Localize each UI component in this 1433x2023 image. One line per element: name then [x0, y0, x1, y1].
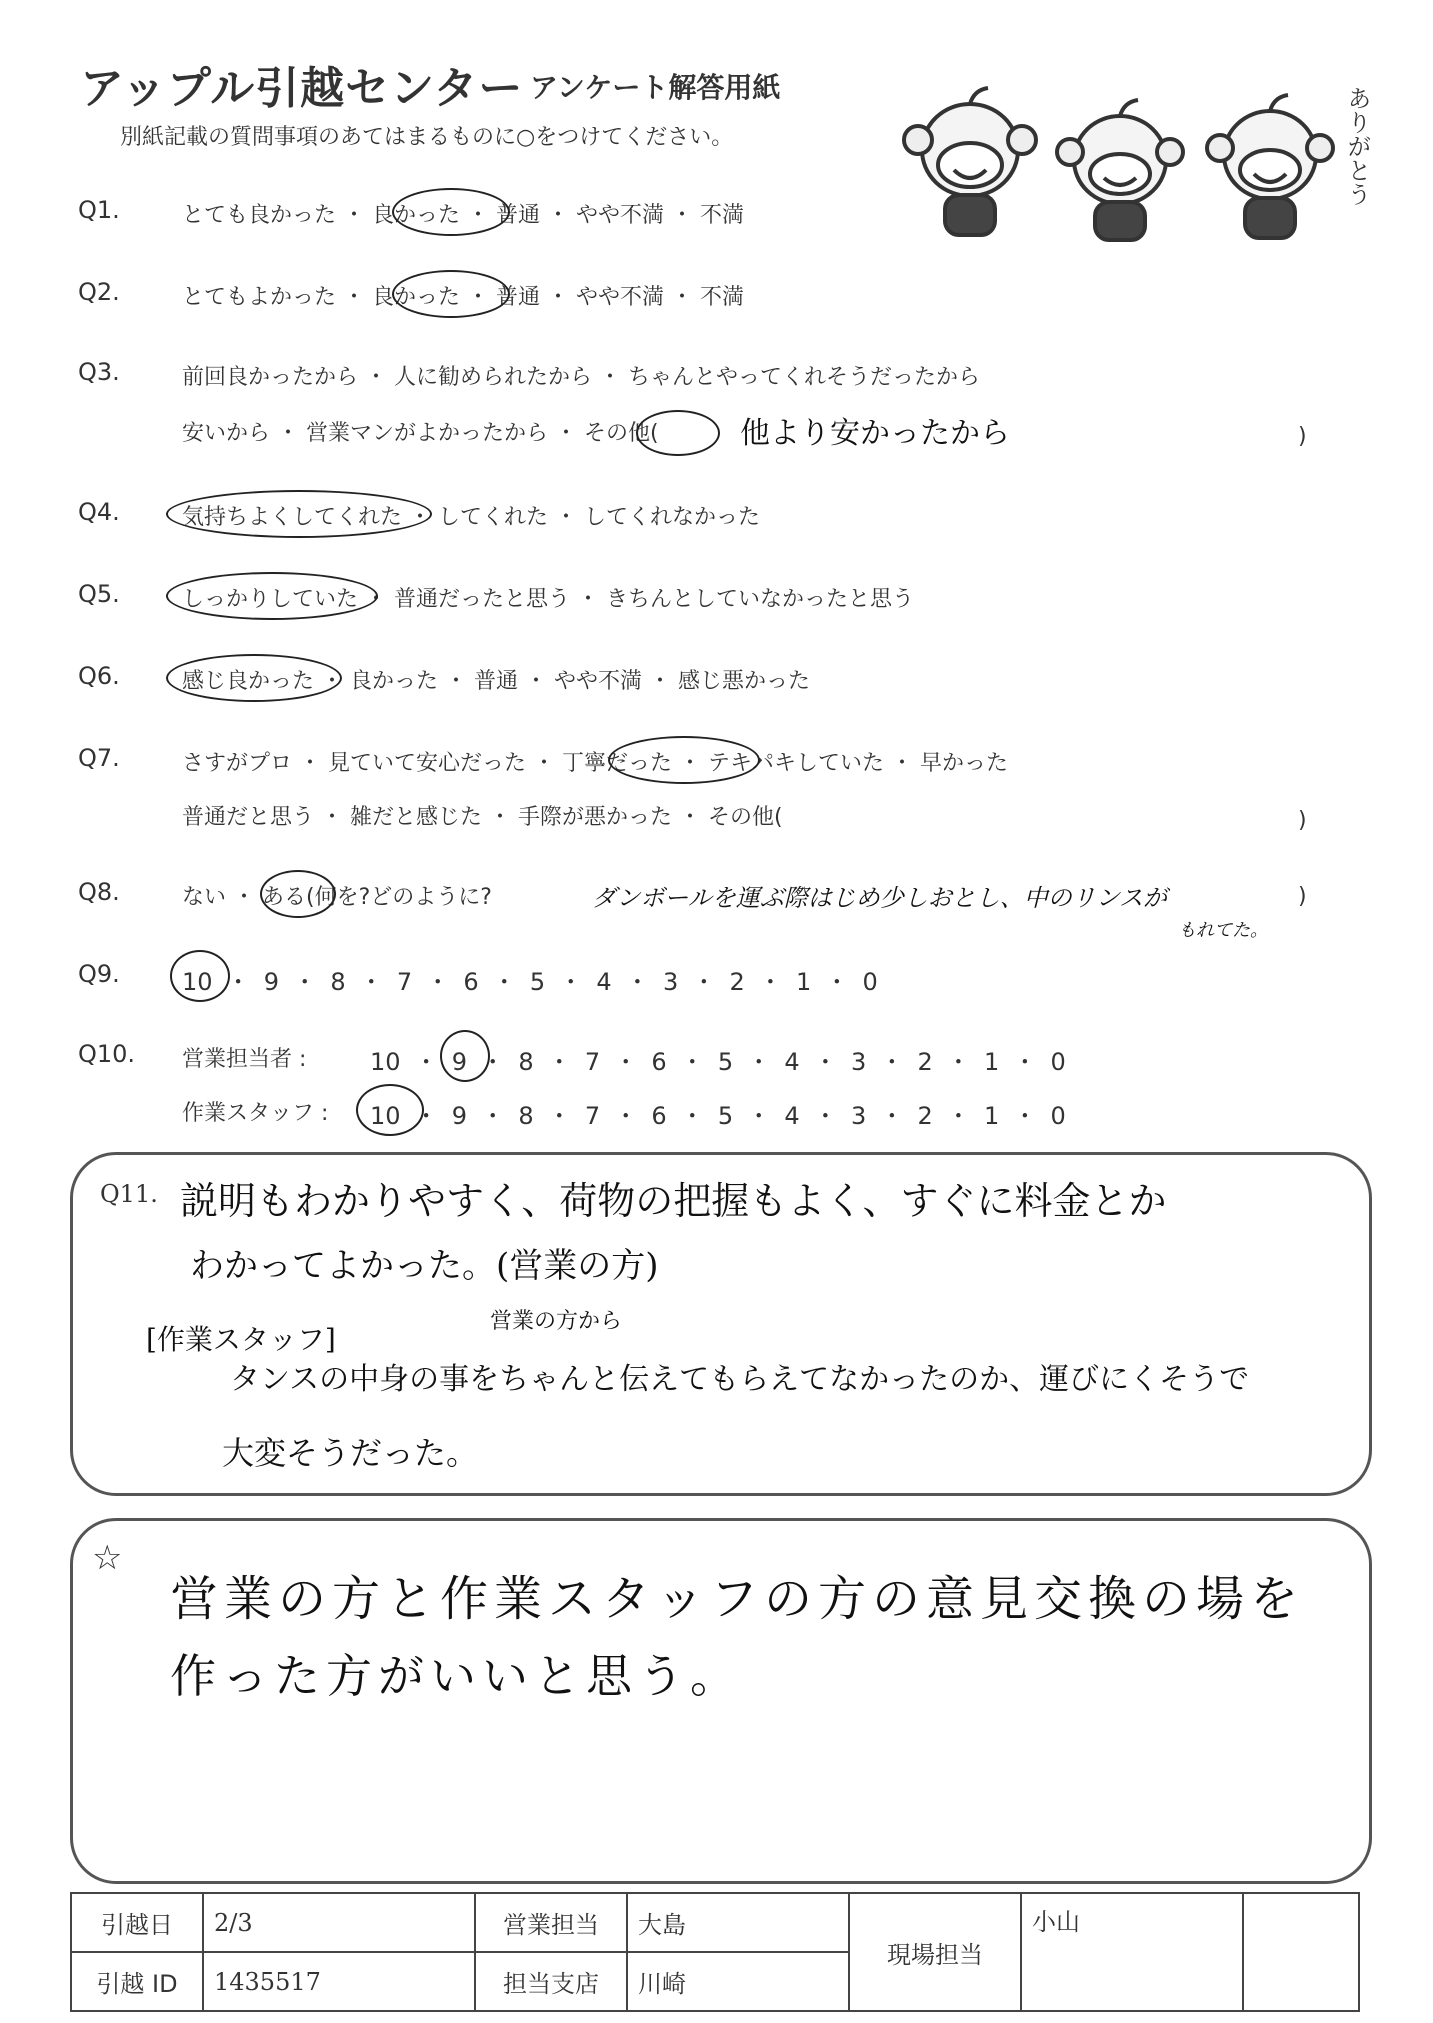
move-id-value: 1435517: [203, 1952, 475, 2011]
q11-line-2: わかってよかった。(営業の方): [190, 1246, 659, 1286]
q10-sales-selection-circle: [440, 1030, 490, 1082]
mascot-thanks-text: ありがとう: [1343, 86, 1371, 206]
site-manager-label: 現場担当: [849, 1893, 1021, 2011]
q3-selection-circle: [636, 410, 720, 456]
q1-label: Q1.: [78, 196, 120, 224]
free-comment-line-2: 作った方がいいと思う。: [170, 1649, 742, 1703]
blank-cell: [1243, 1893, 1359, 2011]
q10-sales-label: 営業担当者 :: [182, 1047, 307, 1072]
mascot-illustration: [890, 70, 1350, 250]
instructions: 別紙記載の質問事項のあてはまるものに○をつけてください。: [120, 125, 734, 150]
sales-rep-value: 大島: [627, 1893, 849, 1952]
free-comment-line-1: 営業の方と作業スタッフの方の意見交換の場を: [170, 1571, 1305, 1627]
q2-options: とてもよかった ・ 良かった ・ 普通 ・ やや不満 ・ 不満: [182, 285, 744, 310]
form-subtitle: アンケート解答用紙: [530, 71, 781, 104]
move-info-table: [70, 1892, 1360, 2012]
q2-selection-circle: [392, 270, 510, 318]
q9-label: Q9.: [78, 960, 120, 988]
q10-label: Q10.: [78, 1040, 136, 1068]
q8-label: Q8.: [78, 878, 120, 906]
q7-close-paren: ): [1298, 808, 1307, 833]
q1-options: とても良かった ・ 良かった ・ 普通 ・ やや不満 ・ 不満: [182, 203, 744, 228]
q11-line-1: 説明もわかりやすく、荷物の把握もよく、すぐに料金とか: [180, 1179, 1167, 1223]
company-title: アップル引越センター: [80, 63, 524, 114]
q7-label: Q7.: [78, 744, 120, 772]
q1-selection-circle: [392, 188, 510, 236]
q8-close-paren: ): [1298, 884, 1307, 909]
q8-handwritten-answer-2: もれてた。: [1178, 920, 1268, 941]
q4-selection-circle: [166, 490, 432, 538]
q6-options: 感じ良かった ・ 良かった ・ 普通 ・ やや不満 ・ 感じ悪かった: [182, 669, 810, 694]
q6-label: Q6.: [78, 662, 120, 690]
q7-selection-circle: [608, 736, 760, 784]
q11-line-5: 大変そうだった。: [222, 1434, 479, 1472]
q10-sales-options: 10 ・ 9 ・ 8 ・ 7 ・ 6 ・ 5 ・ 4 ・ 3 ・ 2 ・ 1 ・ 0: [370, 1048, 1066, 1076]
q3-close-paren: ): [1298, 424, 1307, 449]
q4-label: Q4.: [78, 498, 120, 526]
q3-options-line2: 安いから ・ 営業マンがよかったから ・ その他(: [182, 421, 659, 446]
q10-staff-options: 10 ・ 9 ・ 8 ・ 7 ・ 6 ・ 5 ・ 4 ・ 3 ・ 2 ・ 1 ・ 0: [370, 1102, 1066, 1130]
q6-selection-circle: [166, 654, 342, 702]
q5-label: Q5.: [78, 580, 120, 608]
branch-label: 担当支店: [475, 1952, 627, 2011]
q3-label: Q3.: [78, 358, 120, 386]
q10-staff-selection-circle: [356, 1084, 424, 1136]
q5-options: しっかりしていた ・ 普通だったと思う ・ きちんとしていなかったと思う: [182, 587, 914, 612]
q11-label: Q11.: [100, 1180, 158, 1208]
star-icon: ☆: [92, 1538, 123, 1578]
q7-options-line1: さすがプロ ・ 見ていて安心だった ・ 丁寧だった ・ テキパキしていた ・ 早かった: [182, 751, 1008, 776]
q4-options: 気持ちよくしてくれた ・ してくれた ・ してくれなかった: [182, 505, 760, 530]
q3-handwritten-answer: 他より安かったから: [740, 416, 1010, 451]
q8-selection-circle: [260, 870, 336, 918]
move-date-value: 2/3: [203, 1893, 475, 1952]
q9-selection-circle: [170, 950, 230, 1002]
branch-value: 川崎: [627, 1952, 849, 2011]
q2-label: Q2.: [78, 278, 120, 306]
q11-line-3: [作業スタッフ]: [146, 1323, 336, 1356]
q10-staff-label: 作業スタッフ :: [182, 1101, 329, 1126]
q5-selection-circle: [166, 572, 378, 620]
q7-options-line2: 普通だと思う ・ 雑だと感じた ・ 手際が悪かった ・ その他(: [182, 805, 783, 830]
q11-line-4: タンスの中身の事をちゃんと伝えてもらえてなかったのか、運びにくそうで: [230, 1362, 1250, 1397]
site-manager-value: 小山: [1021, 1893, 1243, 2011]
move-id-label: 引越 ID: [71, 1952, 203, 2011]
q3-options-line1: 前回良かったから ・ 人に勧められたから ・ ちゃんとやってくれそうだったから: [182, 365, 980, 390]
q8-options: ない ・ ある(何を?どのように?: [182, 885, 492, 910]
sales-rep-label: 営業担当: [475, 1893, 627, 1952]
q11-insert: 営業の方から: [490, 1309, 623, 1334]
move-date-label: 引越日: [71, 1893, 203, 1952]
q9-options: 10 ・ 9 ・ 8 ・ 7 ・ 6 ・ 5 ・ 4 ・ 3 ・ 2 ・ 1 ・ 0: [182, 968, 878, 996]
q8-handwritten-answer-1: ダンボールを運ぶ際はじめ少しおとし、中のリンスが: [592, 884, 1168, 912]
